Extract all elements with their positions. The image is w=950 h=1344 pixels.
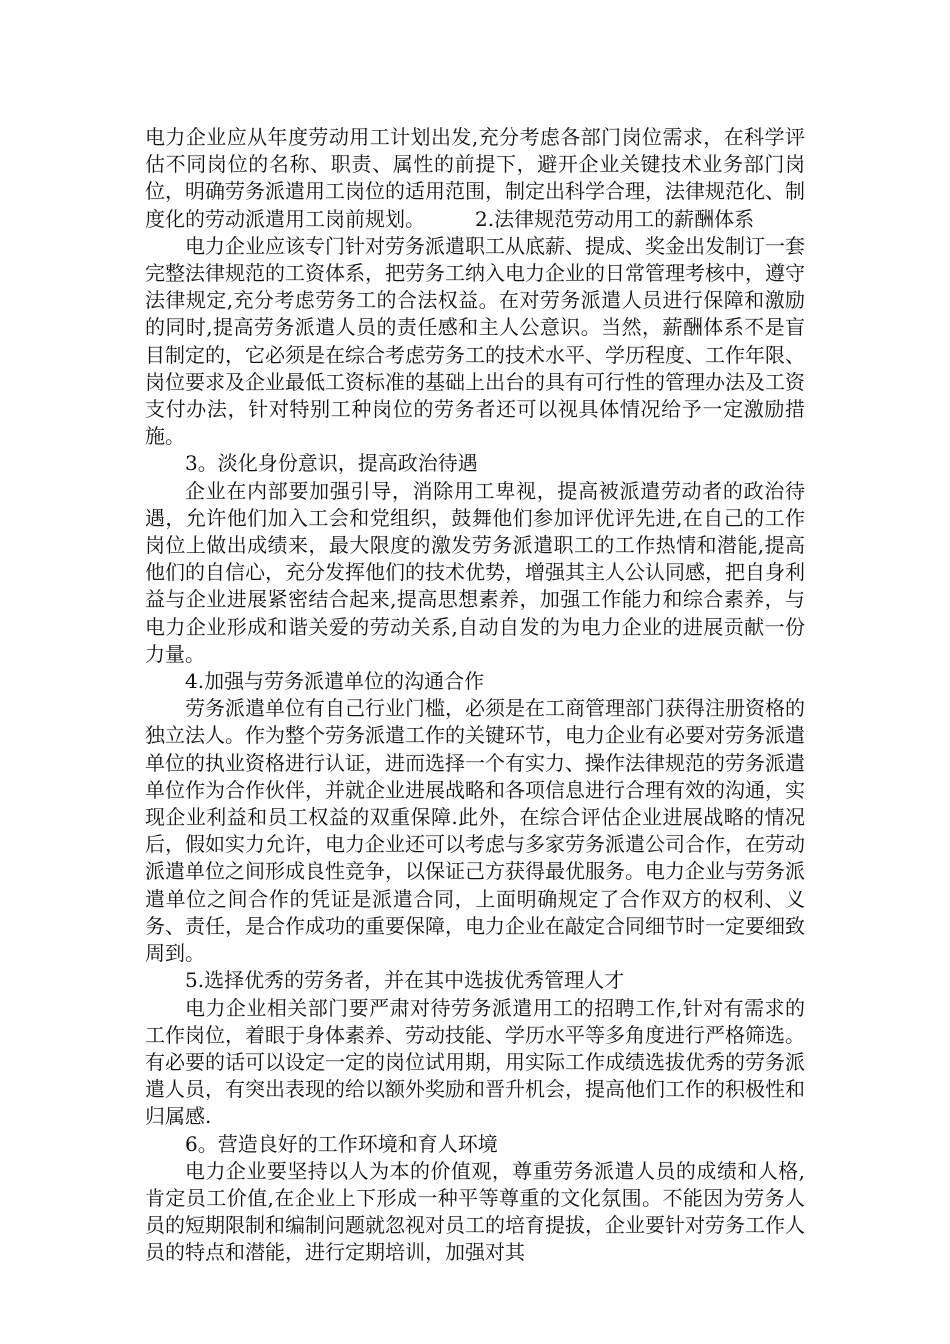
paragraph-3: 企业在内部要加强引导，消除用工卑视，提高被派遣劳动者的政治待遇，允许他们加入工会和党组织，鼓舞他们参加评优评先进,在自己的工作岗位上做出成绩来，最大限度的激发劳务派遣职工的工作热情和潜能,提高他们的自信心，充分发挥他们的技术优势，增强其主人公认同感，把自身利益与企业进展紧密结合起来,提高思想素养，加强工作能力和综合素养，与电力企业形成和谐关爱的劳动关系,自动自发的为电力企业的进展贡献一份力量。 <box>145 478 805 666</box>
section-heading-3: 3。淡化身份意识，提高政治待遇 <box>185 451 478 476</box>
paragraph-1: 电力企业应从年度劳动用工计划出发,充分考虑各部门岗位需求，在科学评估不同岗位的名称、职责、属性的前提下，避开企业关键技术业务部门岗位，明确劳务派遣用工岗位的适用范围，制定出科学合理，法律规范化、制度化的劳动派遣用工岗前规划。 2.法律规范劳动用工的薪酬体系 <box>145 125 805 231</box>
section-heading-5: 5.选择优秀的劳务者，并在其中选拔优秀管理人才 <box>185 968 625 993</box>
section-heading-4: 4.加强与劳务派遣单位的沟通合作 <box>185 669 485 694</box>
section-heading-6: 6。营造良好的工作环境和育人环境 <box>185 1131 498 1156</box>
paragraph-5: 电力企业相关部门要严肃对待劳务派遣用工的招聘工作,针对有需求的工作岗位，着眼于身体素养、劳动技能、学历水平等多角度进行严格筛选。有必要的话可以设定一定的岗位试用期，用实际工作成绩选拔优秀的劳务派遣人员，有突出表现的给以额外奖励和晋升机会，提高他们工作的积极性和归属感. <box>145 995 805 1129</box>
paragraph-6: 电力企业要坚持以人为本的价值观，尊重劳务派遣人员的成绩和人格,肯定员工价值,在企业上下形成一种平等尊重的文化氛围。不能因为劳务人员的短期限制和编制问题就忽视对员工的培育提拔，企业要针对劳务工作人员的特点和潜能，进行定期培训，加强对其 <box>145 1158 805 1265</box>
document-body <box>145 124 805 1267</box>
paragraph-2: 电力企业应该专门针对劳务派遣职工从底薪、提成、奖金出发制订一套完整法律规范的工资体系，把劳务工纳入电力企业的日常管理考核中，遵守法律规定,充分考虑劳务工的合法权益。在对劳务派遣人员进行保障和激励的同时,提高劳务派遣人员的责任感和主人公意识。当然，薪酬体系不是盲目制定的，它必须是在综合考虑劳务工的技术水平、学历程度、工作年限、岗位要求及企业最低工资标准的基础上出台的具有可行性的管理办法及工资支付办法，针对特别工种岗位的劳务者还可以视具体情况给予一定激励措施。 <box>145 233 805 449</box>
paragraph-4: 劳务派遣单位有自己行业门槛，必须是在工商管理部门获得注册资格的独立法人。作为整个劳务派遣工作的关键环节，电力企业有必要对劳务派遣单位的执业资格进行认证，进而选择一个有实力、操作法律规范的劳务派遣单位作为合作伙伴，并就企业进展战略和各项信息进行合理有效的沟通，实现企业利益和员工权益的双重保障.此外，在综合评估企业进展战略的情况后，假如实力允许，电力企业还可以考虑与多家劳务派遣公司合作，在劳动派遣单位之间形成良性竞争，以保证己方获得最优服务。电力企业与劳务派遣单位之间合作的凭证是派遣合同，上面明确规定了合作双方的权利、义务、责任，是合作成功的重要保障，电力企业在敲定合同细节时一定要细致周到。 <box>145 696 805 966</box>
